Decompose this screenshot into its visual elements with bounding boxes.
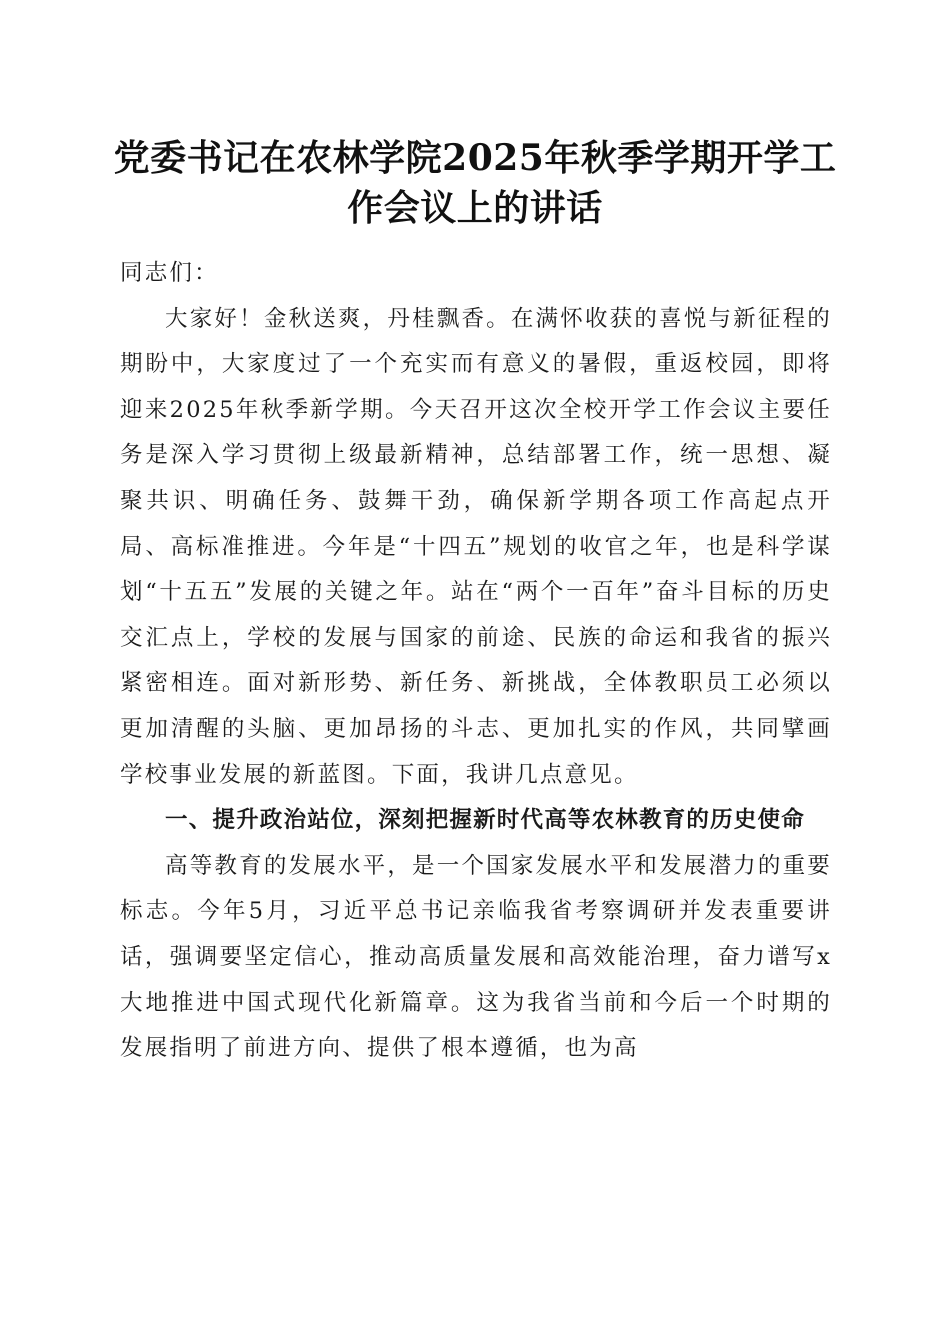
paragraph-2: 高等教育的发展水平，是一个国家发展水平和发展潜力的重要标志。今年5月，习近平总书记亲临我省考察调研并发表重要讲话，强调要坚定信心，推动高质量发展和高效能治理，奋力谱写x大地推进中国式现代化新篇章。这为我省当前和今后一个时期的发展指明了前进方向、提供了根本遵循，也为高: [120, 852, 832, 1062]
title-line-2: 作会议上的讲话: [347, 187, 603, 229]
paragraph-1: 大家好！金秋送爽，丹桂飘香。在满怀收获的喜悦与新征程的期盼中，大家度过了一个充实而有意义的暑假，重返校园，即将迎来2025年秋季新学期。今天召开这次全校开学工作会议主要任务是深入学习贯彻上级最新精神，总结部署工作，统一思想、凝聚共识、明确任务、鼓舞干劲，确保新学期各项工作高起点开局、高标准推进。今年是“十四五”规划的收官之年，也是科学谋划“十五五”发展的关键之年。站在“两个一百年”奋斗目标的历史交汇点上，学校的发展与国家的前途、民族的命运和我省的振兴紧密相连。面对新形势、新任务、新挑战，全体教职员工必须以更加清醒的头脑、更加昂扬的斗志、更加扎实的作风，共同擘画学校事业发展的新蓝图。下面，我讲几点意见。: [120, 305, 832, 788]
document-title: [100, 133, 850, 233]
title-line-1: 党委书记在农林学院2025年秋季学期开学工: [113, 137, 837, 179]
document-body: [120, 251, 832, 1072]
salutation: 同志们：: [120, 260, 219, 286]
section-heading-1: 一、提升政治站位，深刻把握新时代高等农林教育的历史使命: [165, 807, 805, 834]
